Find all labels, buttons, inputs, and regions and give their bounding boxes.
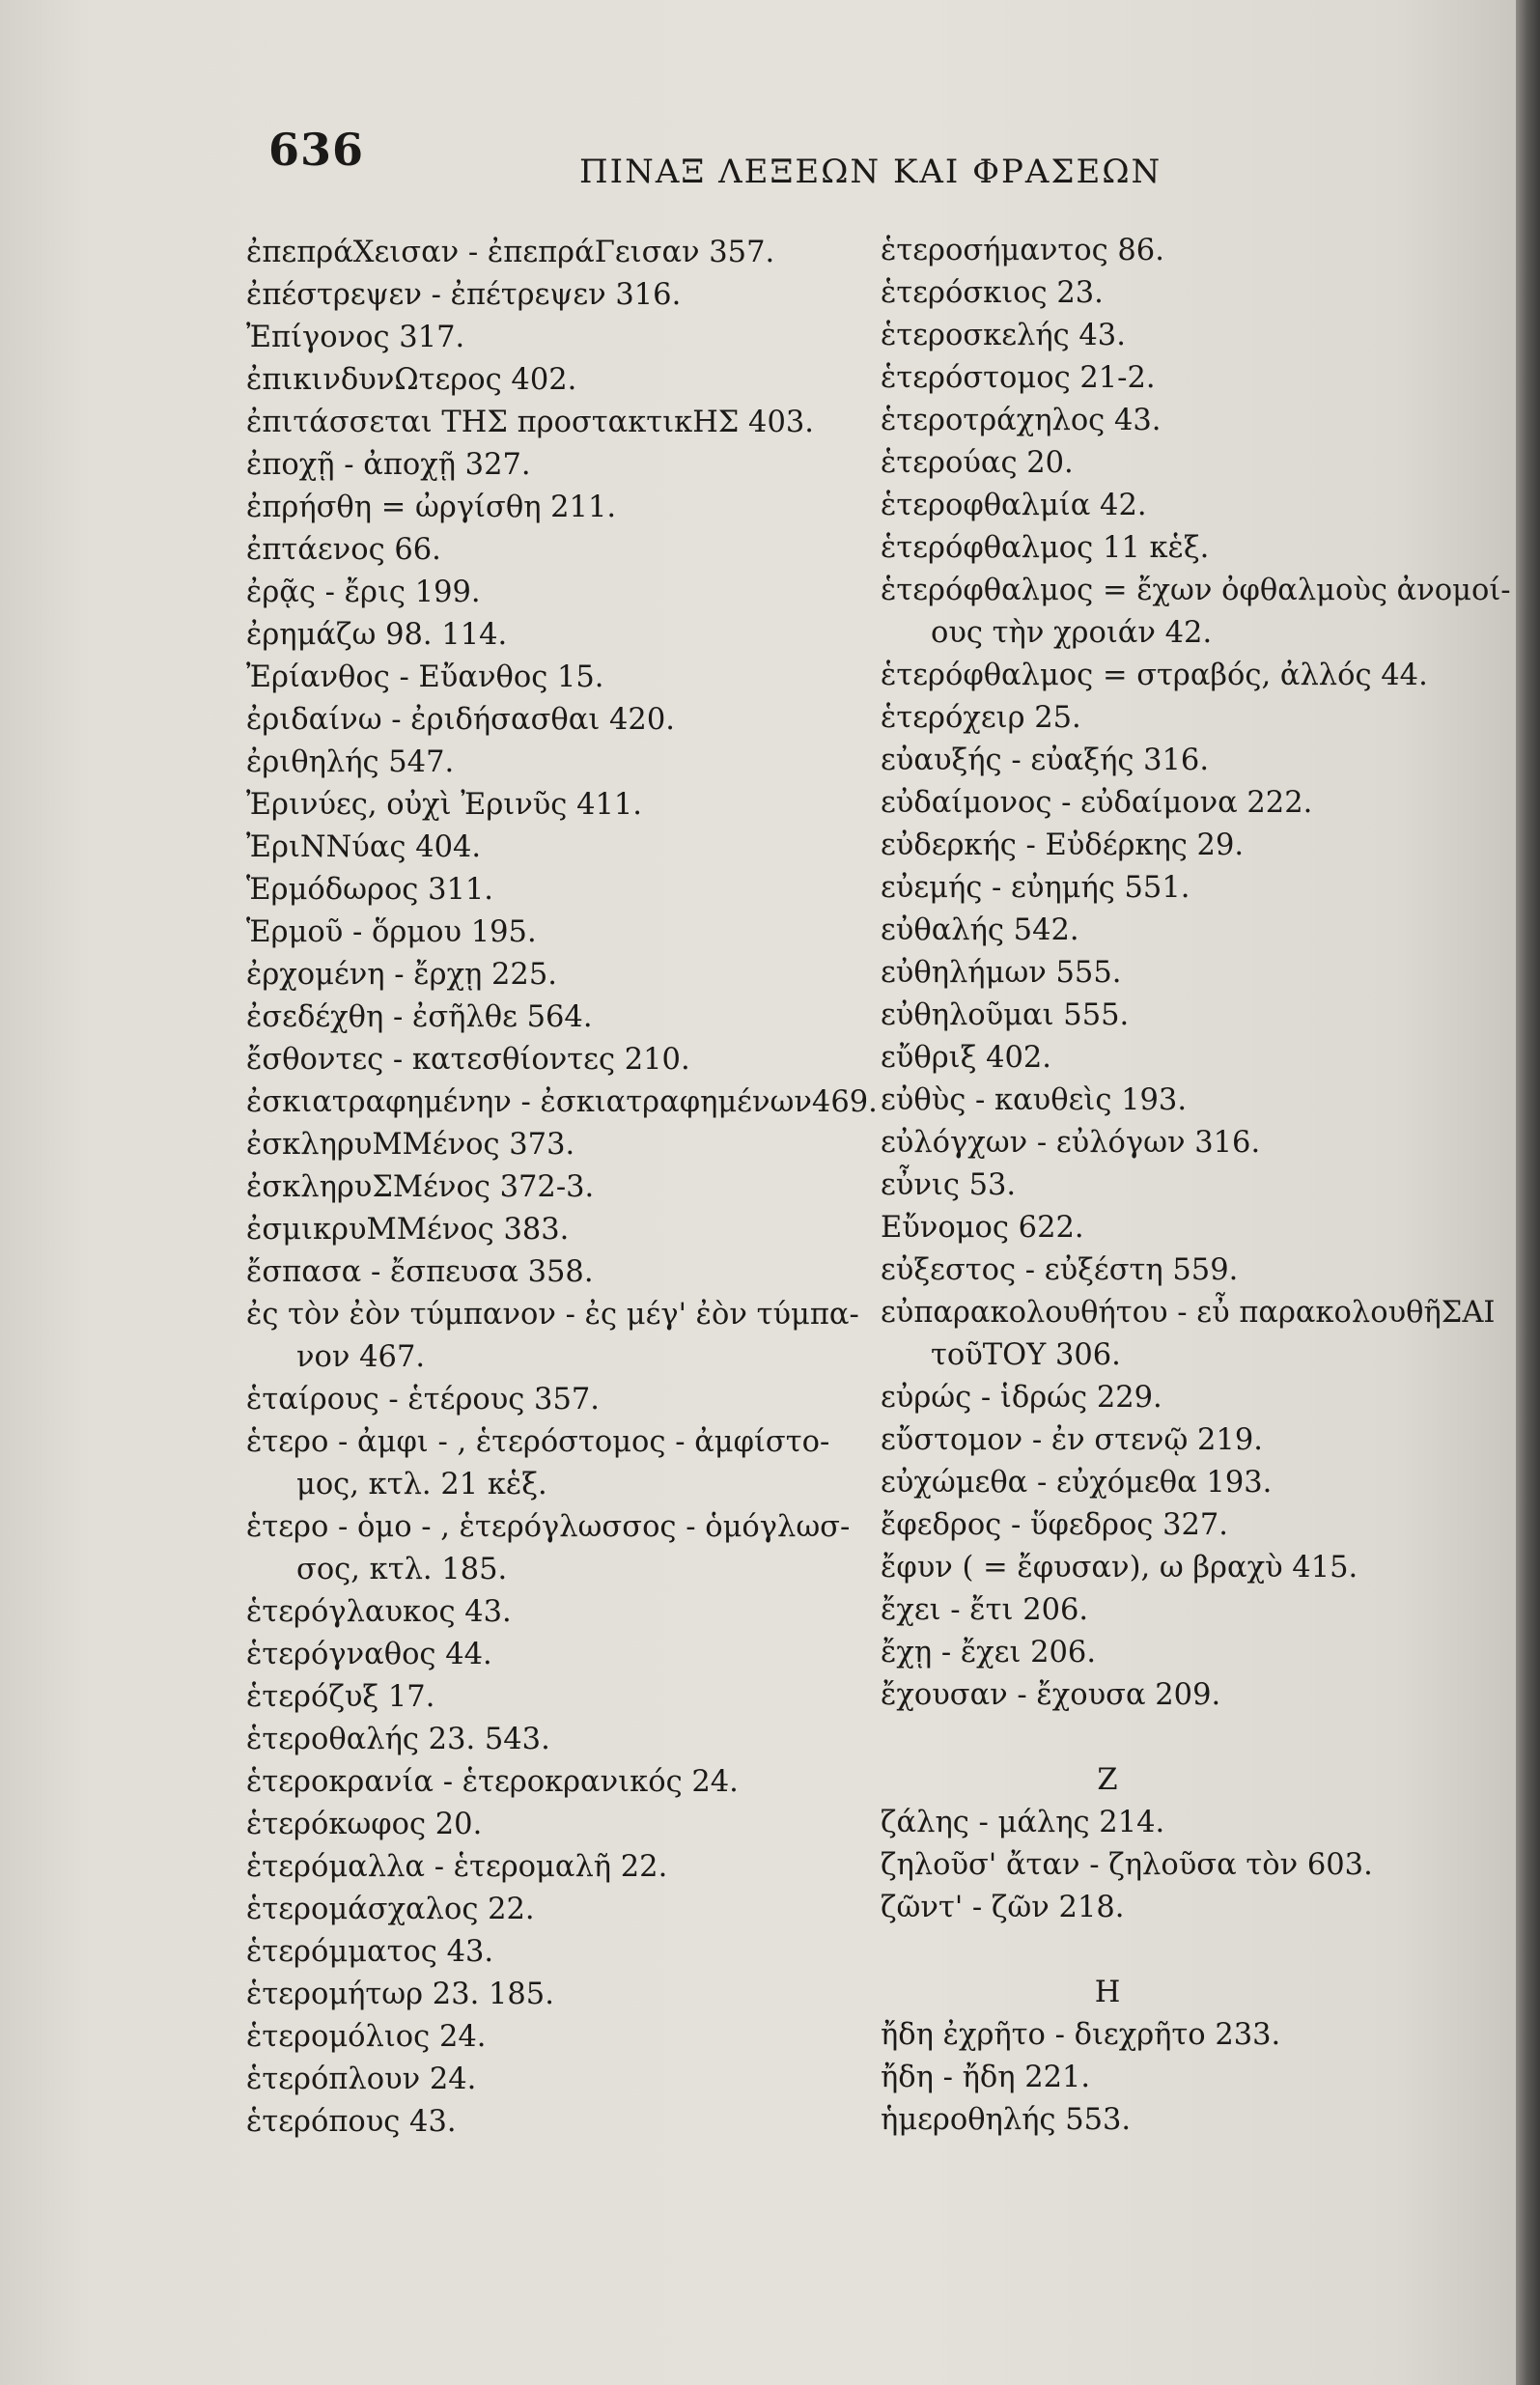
index-entry: ἑτερόφθαλμος 11 κἑξ. xyxy=(881,531,1210,565)
section-letter: Ζ xyxy=(1097,1763,1118,1797)
index-entry: Ἑρμόδωρος 311. xyxy=(246,873,493,907)
index-entry: σος, κτλ. 185. xyxy=(296,1553,508,1586)
index-entry: ἑτερο - ἀμφι - , ἑτερόστομος - ἀμφίστο- xyxy=(246,1425,830,1459)
section-letter: Η xyxy=(1094,1976,1121,2009)
spacer xyxy=(881,1929,1441,1972)
index-entry: ἑτερομάσχαλος 22. xyxy=(246,1893,535,1926)
index-entry: εὐθηλήμων 555. xyxy=(881,956,1122,990)
index-entry: εὖνις 53. xyxy=(881,1168,1017,1202)
index-entry: ἐρχομένη - ἔρχῃ 225. xyxy=(246,958,557,992)
index-entry: εὐξεστος - εὐξέστη 559. xyxy=(881,1253,1239,1287)
index-entry: ἐριδαίνω - ἐριδήσασθαι 420. xyxy=(246,703,675,737)
index-entry: ἑτεροσήμαντος 86. xyxy=(881,234,1164,267)
index-entry: ἐς τὸν ἐὸν τύμπανον - ἐς μέγ' ἐὸν τύμπα- xyxy=(246,1298,859,1332)
index-entry: ἔχει - ἔτι 206. xyxy=(881,1593,1089,1627)
index-entry: εὐθηλοῦμαι 555. xyxy=(881,998,1130,1032)
index-entry: ους τὴν χροιάν 42. xyxy=(931,616,1213,650)
index-entry: ἐπιτάσσεται ΤΗΣ προστακτικΗΣ 403. xyxy=(246,406,814,439)
index-entry: ἑτερο - ὁμο - , ἑτερόγλωσσος - ὁμόγλωσ- xyxy=(246,1510,851,1544)
index-entry: ἑτεροκρανία - ἑτεροκρανικός 24. xyxy=(246,1765,739,1799)
index-entry: ἔσθοντες - κατεσθίοντες 210. xyxy=(246,1043,690,1077)
index-entry: ἐπτάενος 66. xyxy=(246,533,441,567)
index-entry: ἐπικινδυνΩτερος 402. xyxy=(246,363,577,397)
index-entry: ἑτερόστομος 21-2. xyxy=(881,361,1156,395)
index-entry: ἔφεδρος - ὕφεδρος 327. xyxy=(881,1508,1228,1542)
index-entry: ζηλοῦσ' ἄταν - ζηλοῦσα τὸν 603. xyxy=(881,1848,1373,1882)
index-entry: ἐσκληρυΣΜένος 372-3. xyxy=(246,1170,595,1204)
index-entry: Ἐρίανθος - Εὔανθος 15. xyxy=(246,660,604,694)
index-entry: ἐρᾷς - ἔρις 199. xyxy=(246,575,481,609)
index-entry: ἐριθηλής 547. xyxy=(246,745,455,779)
index-entry: εὐαυξής - εὐαξής 316. xyxy=(881,744,1210,777)
index-entry: ἐρημάζω 98. 114. xyxy=(246,618,508,652)
index-entry: τοῦΤΟΥ 306. xyxy=(931,1338,1121,1372)
index-entry: Ἑρμοῦ - ὅρμου 195. xyxy=(246,915,537,949)
index-entry: εὐθαλής 542. xyxy=(881,913,1079,947)
index-entry: ἑτερόμαλλα - ἑτερομαλῆ 22. xyxy=(246,1850,668,1884)
index-entry: Εὔνομος 622. xyxy=(881,1211,1084,1245)
index-entry: ἑτερόμματος 43. xyxy=(246,1935,494,1969)
index-entry: ἑτερόφθαλμος = ἔχων ὀφθαλμοὺς ἀνομοί- xyxy=(881,574,1511,607)
index-entry: νον 467. xyxy=(296,1340,426,1374)
index-entry: ἔχῃ - ἔχει 206. xyxy=(881,1636,1097,1670)
index-entry: ἑτεροφθαλμία 42. xyxy=(881,489,1147,522)
index-entry: εὐχώμεθα - εὐχόμεθα 193. xyxy=(881,1466,1273,1500)
index-entry: ἐπρήσθη = ὠργίσθη 211. xyxy=(246,491,617,524)
index-entry: ἑτερομόλιος 24. xyxy=(246,2020,487,2054)
index-entry: ἔχουσαν - ἔχουσα 209. xyxy=(881,1678,1221,1712)
index-entry: ἡμεροθηλής 553. xyxy=(881,2103,1132,2137)
index-entry: ἐσεδέχθη - ἐσῆλθε 564. xyxy=(246,1000,593,1034)
index-entry: ἑτερόγναθος 44. xyxy=(246,1638,492,1671)
index-entry: εὐρώς - ἱδρώς 229. xyxy=(881,1381,1162,1415)
page-number: 636 xyxy=(268,124,365,176)
index-entry: ζάλης - μάλης 214. xyxy=(881,1806,1165,1839)
index-entry: εὐλόγχων - εὐλόγων 316. xyxy=(881,1126,1261,1160)
left-column xyxy=(246,232,878,2144)
index-entry: ἑτερόφθαλμος = στραβός, ἀλλός 44. xyxy=(881,659,1428,692)
index-entry: ἑτερόζυξ 17. xyxy=(246,1680,435,1714)
index-entry: μος, κτλ. 21 κἑξ. xyxy=(296,1468,547,1501)
index-entry: εὔστομον - ἐν στενῷ 219. xyxy=(881,1423,1263,1457)
index-entry: ἘριΝΝύας 404. xyxy=(246,830,482,864)
index-entry: ἑτερόγλαυκος 43. xyxy=(246,1595,512,1629)
index-entry: ἐπέστρεψεν - ἐπέτρεψεν 316. xyxy=(246,278,682,312)
index-entry: εὐπαρακολουθήτου - εὖ παρακολουθῆΣΑΙ xyxy=(881,1296,1496,1330)
index-entry: ἐπεπράΧεισαν - ἐπεπράΓεισαν 357. xyxy=(246,236,775,269)
index-entry: ἑτεροτράχηλος 43. xyxy=(881,404,1162,437)
index-entry: ἤδη ἐχρῆτο - διεχρῆτο 233. xyxy=(881,2018,1281,2052)
index-entry: εὐδαίμονος - εὐδαίμονα 222. xyxy=(881,786,1313,820)
index-entry: ἑτερούας 20. xyxy=(881,446,1074,480)
running-head: ΠΙΝΑΞ ΛΕΞΕΩΝ ΚΑΙ ΦΡΑΣΕΩΝ xyxy=(579,153,1162,191)
index-entry: εὔθριξ 402. xyxy=(881,1041,1051,1075)
index-entry: ἑτερόσκιος 23. xyxy=(881,276,1104,310)
index-entry: ἐσκιατραφημένην - ἐσκιατραφημένων469. xyxy=(246,1085,878,1119)
index-entry: ἐποχῇ - ἀποχῇ 327. xyxy=(246,448,531,482)
index-entry: ἑτερόχειρ 25. xyxy=(881,701,1081,735)
index-entry: ἑταίρους - ἑτέρους 357. xyxy=(246,1383,600,1417)
index-entry: εὐεμής - εὐημής 551. xyxy=(881,871,1190,905)
index-entry: εὐδερκής - Εὐδέρκης 29. xyxy=(881,828,1245,862)
index-entry: ἔφυν ( = ἔφυσαν), ω βραχὺ 415. xyxy=(881,1551,1358,1585)
index-entry: ἑτεροθαλής 23. 543. xyxy=(246,1723,550,1756)
index-entry: ἑτερόπλουν 24. xyxy=(246,2062,477,2096)
index-entry: Ἐρινύες, οὐχὶ Ἐρινῦς 411. xyxy=(246,788,642,822)
right-column xyxy=(881,230,1511,2142)
index-entry: ἐσμικρυΜΜένος 383. xyxy=(246,1213,570,1247)
index-entry: ἔσπασα - ἔσπευσα 358. xyxy=(246,1255,594,1289)
index-entry: Ἐπίγονος 317. xyxy=(246,321,465,354)
page-edge-shadow xyxy=(1516,0,1540,2385)
index-entry: ἑτεροσκελής 43. xyxy=(881,319,1126,352)
index-entry: ἤδη - ἤδη 221. xyxy=(881,2061,1091,2094)
index-entry: ζῶντ' - ζῶν 218. xyxy=(881,1891,1125,1924)
index-entry: ἑτερομήτωρ 23. 185. xyxy=(246,1978,554,2011)
index-entry: ἑτερόκωφος 20. xyxy=(246,1808,483,1841)
index-entry: ἑτερόπους 43. xyxy=(246,2105,457,2139)
index-entry: εὐθὺς - καυθεὶς 193. xyxy=(881,1083,1188,1117)
spacer xyxy=(881,1717,1441,1759)
index-entry: ἐσκληρυΜΜένος 373. xyxy=(246,1128,575,1162)
